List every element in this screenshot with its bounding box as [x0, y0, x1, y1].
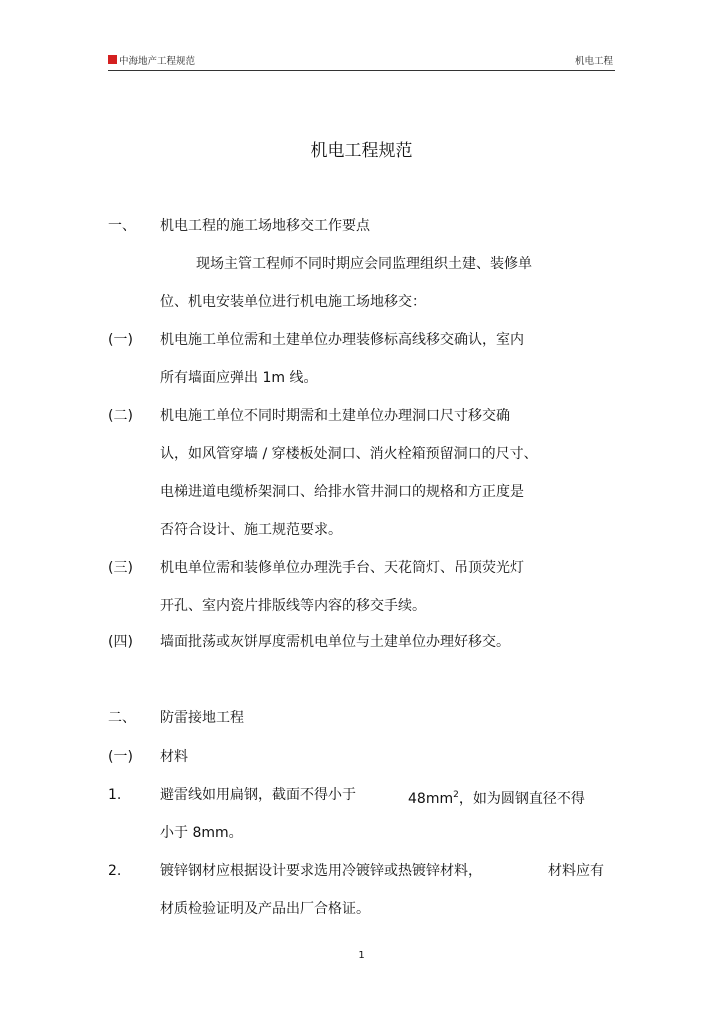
document-title: 机电工程规范: [310, 141, 413, 161]
item-4-line-1: 墙面批荡或灰饼厚度需机电单位与土建单位办理好移交。: [160, 634, 510, 650]
point-1-number: 1.: [108, 787, 122, 803]
area-unit-superscript: 2: [453, 790, 459, 800]
section-2-sub-number: (一): [108, 749, 133, 765]
item-1-number: (一): [108, 332, 133, 348]
item-2-number: (二): [108, 408, 133, 424]
company-logo-icon: [108, 55, 117, 64]
item-4-number: (四): [108, 634, 133, 650]
item-1-line-2: 所有墙面应弹出 1m 线。: [160, 370, 318, 386]
point-1-line-1-part-b: [408, 785, 585, 809]
item-2-line-1: 机电施工单位不同时期需和土建单位办理洞口尺寸移交确: [160, 408, 510, 424]
header-company-name: 中海地产工程规范: [119, 56, 196, 67]
section-2-sub-label: 材料: [160, 749, 188, 765]
area-value: 48mm: [408, 791, 454, 807]
point-1-line-1-part-a: 避雷线如用扁钢，截面不得小于: [160, 787, 356, 803]
point-1-line-1-part-c: ，如为圆钢直径不得: [458, 791, 585, 807]
item-3-line-2: 开孔、室内瓷片排版线等内容的移交手续。: [160, 598, 426, 614]
header-section-name: 机电工程: [574, 56, 613, 67]
section-1-heading: 机电工程的施工场地移交工作要点: [160, 218, 370, 234]
section-1-number: 一、: [108, 218, 136, 234]
point-2-line-1-part-a: 镀锌钢材应根据设计要求选用冷镀锌或热镀锌材料，: [160, 863, 482, 879]
page-number: 1: [358, 950, 365, 961]
point-2-line-1-part-b: 材料应有: [548, 863, 604, 879]
point-1-line-2: 小于 8mm。: [160, 825, 243, 841]
page-header: [108, 52, 615, 71]
item-2-line-3: 电梯进道电缆桥架洞口、给排水管井洞口的规格和方正度是: [160, 484, 524, 500]
item-2-line-2: 认，如风管穿墙 / 穿楼板处洞口、消火栓箱预留洞口的尺寸、: [160, 446, 538, 462]
item-1-line-1: 机电施工单位需和土建单位办理装修标高线移交确认，室内: [160, 332, 524, 348]
section-1-intro-line-2: 位、机电安装单位进行机电施工场地移交：: [160, 294, 426, 310]
item-3-line-1: 机电单位需和装修单位办理洗手台、天花筒灯、吊顶荧光灯: [160, 560, 524, 576]
item-3-number: (三): [108, 560, 133, 576]
item-2-line-4: 否符合设计、施工规范要求。: [160, 522, 342, 538]
section-2-number: 二、: [108, 710, 136, 726]
point-2-line-2: 材质检验证明及产品出厂合格证。: [160, 901, 370, 917]
point-2-number: 2.: [108, 863, 122, 879]
section-1-intro-line-1: 现场主管工程师不同时期应会同监理组织土建、装修单: [196, 256, 532, 272]
section-2-heading: 防雷接地工程: [160, 710, 244, 726]
